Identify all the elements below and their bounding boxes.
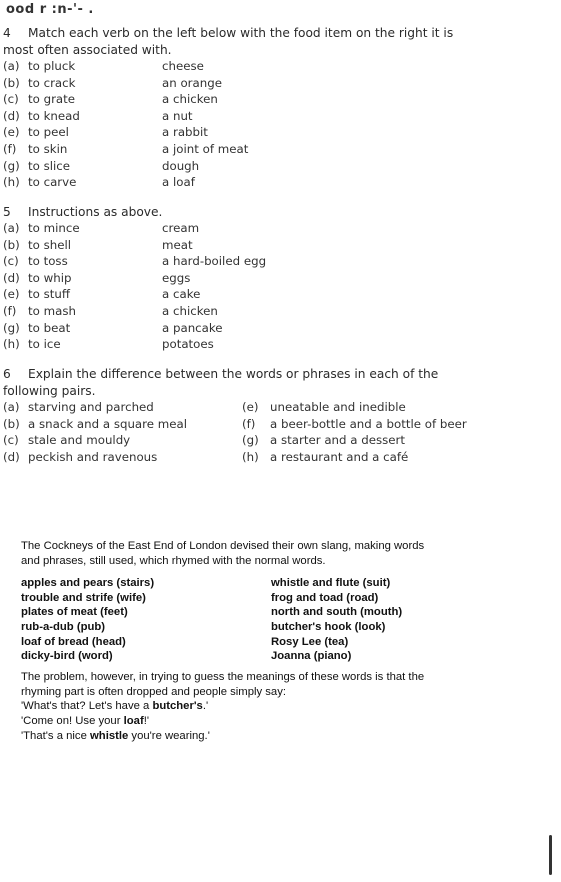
list-item	[3, 303, 303, 320]
list-item	[3, 75, 303, 92]
item-verb: to skin	[28, 141, 68, 156]
quote-1-end: .'	[202, 700, 209, 713]
quote-1-bold: butcher's	[152, 700, 203, 713]
quote-2	[21, 714, 441, 729]
pair-left: peckish and ravenous	[28, 449, 158, 464]
list-item	[3, 270, 303, 287]
exercise-6-number: 6	[3, 367, 11, 381]
list-item	[3, 58, 303, 75]
item-verb: to ice	[28, 337, 61, 352]
list-item	[3, 158, 303, 175]
item-letter: (a)	[3, 221, 20, 235]
exercise-6-pairs	[3, 399, 483, 465]
slang-item: apples and pears (stairs)	[21, 577, 155, 590]
list-item	[3, 237, 303, 254]
item-letter: (e)	[3, 125, 20, 140]
quote-2-bold: loaf	[123, 714, 144, 727]
exercise-6-text: Explain the difference between the words or phrases in each of the following pairs.	[3, 367, 439, 398]
exercise-5-text: Instructions as above.	[28, 205, 163, 219]
item-letter: (b)	[3, 237, 20, 252]
item-letter: (h)	[3, 337, 20, 352]
item-letter: (c)	[3, 92, 19, 107]
item-food: a rabbit	[162, 125, 208, 140]
quote-3-text: 'That's a nice	[21, 729, 90, 742]
item-letter: (f)	[3, 141, 17, 156]
pair-letter-right: (g)	[242, 433, 259, 448]
item-food: a pancake	[162, 320, 223, 335]
slang-item: north and south (mouth)	[271, 606, 403, 619]
exercise-5-number: 5	[3, 205, 11, 219]
pair-left: a snack and a square meal	[28, 416, 188, 431]
pair-letter-left: (a)	[3, 400, 20, 414]
item-verb: to crack	[28, 75, 76, 90]
list-item	[3, 286, 303, 303]
list-item	[3, 220, 303, 237]
page-header: ood r :n-'- .	[6, 2, 94, 17]
item-food: dough	[162, 158, 200, 173]
quote-3-bold: whistle	[90, 729, 129, 742]
cockney-intro: The Cockneys of the East End of London devised their own slang, making words and phrases, still used, which rhymed with the normal words.	[21, 540, 425, 567]
item-letter: (e)	[3, 287, 20, 302]
exercise-5-list	[3, 220, 303, 353]
item-food: a chicken	[162, 92, 218, 107]
item-letter: (d)	[3, 270, 20, 285]
item-food: cheese	[162, 59, 204, 73]
slang-item: plates of meat (feet)	[21, 606, 128, 619]
pair-letter-right: (e)	[242, 400, 259, 414]
quote-2-text: 'Come on! Use your	[21, 714, 124, 727]
item-verb: to knead	[28, 108, 80, 123]
pair-letter-left: (d)	[3, 449, 20, 464]
item-letter: (b)	[3, 75, 20, 90]
pair-letter-right: (f)	[242, 416, 256, 431]
item-letter: (f)	[3, 303, 17, 318]
quote-1-text: 'What's that? Let's have a	[21, 700, 153, 713]
item-verb: to stuff	[28, 287, 70, 302]
item-letter: (h)	[3, 175, 20, 190]
pair-row	[3, 416, 483, 433]
item-letter: (g)	[3, 158, 20, 173]
item-food: cream	[162, 221, 200, 235]
quote-1	[21, 699, 441, 714]
item-verb: to carve	[28, 175, 77, 190]
item-verb: to grate	[28, 92, 76, 107]
pair-letter-left: (b)	[3, 416, 20, 431]
list-item	[3, 108, 303, 125]
slang-item: trouble and strife (wife)	[21, 591, 146, 604]
item-verb: to beat	[28, 320, 71, 335]
item-letter: (g)	[3, 320, 20, 335]
slang-item: dicky-bird (word)	[21, 650, 113, 663]
item-verb: to pluck	[28, 59, 76, 73]
pair-row	[3, 432, 483, 449]
quote-3	[21, 729, 441, 744]
item-food: a loaf	[162, 175, 195, 190]
item-letter: (a)	[3, 59, 20, 73]
exercise-4-text: Match each verb on the left below with the food item on the right it is most often associated with.	[3, 26, 454, 57]
pair-row	[3, 449, 483, 466]
item-letter: (c)	[3, 254, 19, 269]
slang-item: Rosy Lee (tea)	[271, 635, 349, 648]
cockney-problem: The problem, however, in trying to guess the meanings of these words is that the rhyming part is often dropped and people simply say:	[21, 671, 425, 698]
item-food: a joint of meat	[162, 141, 249, 156]
item-verb: to mash	[28, 303, 76, 318]
list-item	[3, 320, 303, 337]
page-edge-mark	[549, 835, 552, 875]
item-food: an orange	[162, 75, 222, 90]
pair-row	[3, 399, 483, 416]
pair-letter-right: (h)	[242, 449, 259, 464]
slang-item: butcher's hook (look)	[271, 620, 386, 633]
list-item	[3, 124, 303, 141]
quote-2-end: !'	[143, 714, 150, 727]
item-food: a nut	[162, 108, 193, 123]
pair-right: a starter and a dessert	[270, 433, 406, 448]
list-item	[3, 91, 303, 108]
item-food: potatoes	[162, 337, 214, 352]
list-item	[3, 141, 303, 158]
item-verb: to toss	[28, 254, 68, 269]
item-verb: to shell	[28, 237, 72, 252]
exercise-5-instruction	[3, 204, 483, 221]
exercise-4-instruction	[3, 25, 483, 58]
slang-item: frog and toad (road)	[271, 591, 379, 604]
list-item	[3, 174, 303, 191]
exercise-6-instruction	[3, 366, 473, 399]
exercise-4-list	[3, 58, 303, 191]
cockney-slang-box	[21, 539, 441, 743]
slang-item: rub-a-dub (pub)	[21, 620, 106, 633]
item-verb: to mince	[28, 221, 80, 235]
item-food: eggs	[162, 270, 191, 285]
slang-item: Joanna (piano)	[271, 650, 352, 663]
item-letter: (d)	[3, 108, 20, 123]
exercise-4-number: 4	[3, 26, 11, 40]
pair-letter-left: (c)	[3, 433, 19, 448]
item-food: a hard-boiled egg	[162, 254, 267, 269]
item-food: meat	[162, 237, 193, 252]
pair-right: a beer-bottle and a bottle of beer	[270, 416, 467, 431]
item-food: a cake	[162, 287, 201, 302]
list-item	[3, 253, 303, 270]
slang-column-right	[271, 576, 402, 664]
pair-right: a restaurant and a café	[270, 449, 409, 464]
quote-3-end: you're wearing.'	[128, 729, 210, 742]
slang-column-left	[21, 576, 154, 664]
pair-right: uneatable and inedible	[270, 400, 406, 414]
pair-left: stale and mouldy	[28, 433, 131, 448]
item-food: a chicken	[162, 303, 218, 318]
slang-item: loaf of bread (head)	[21, 635, 126, 648]
slang-list	[21, 576, 441, 664]
item-verb: to slice	[28, 158, 71, 173]
pair-left: starving and parched	[28, 400, 154, 414]
item-verb: to whip	[28, 270, 72, 285]
item-verb: to peel	[28, 125, 69, 140]
list-item	[3, 336, 303, 353]
slang-item: whistle and flute (suit)	[271, 577, 391, 590]
